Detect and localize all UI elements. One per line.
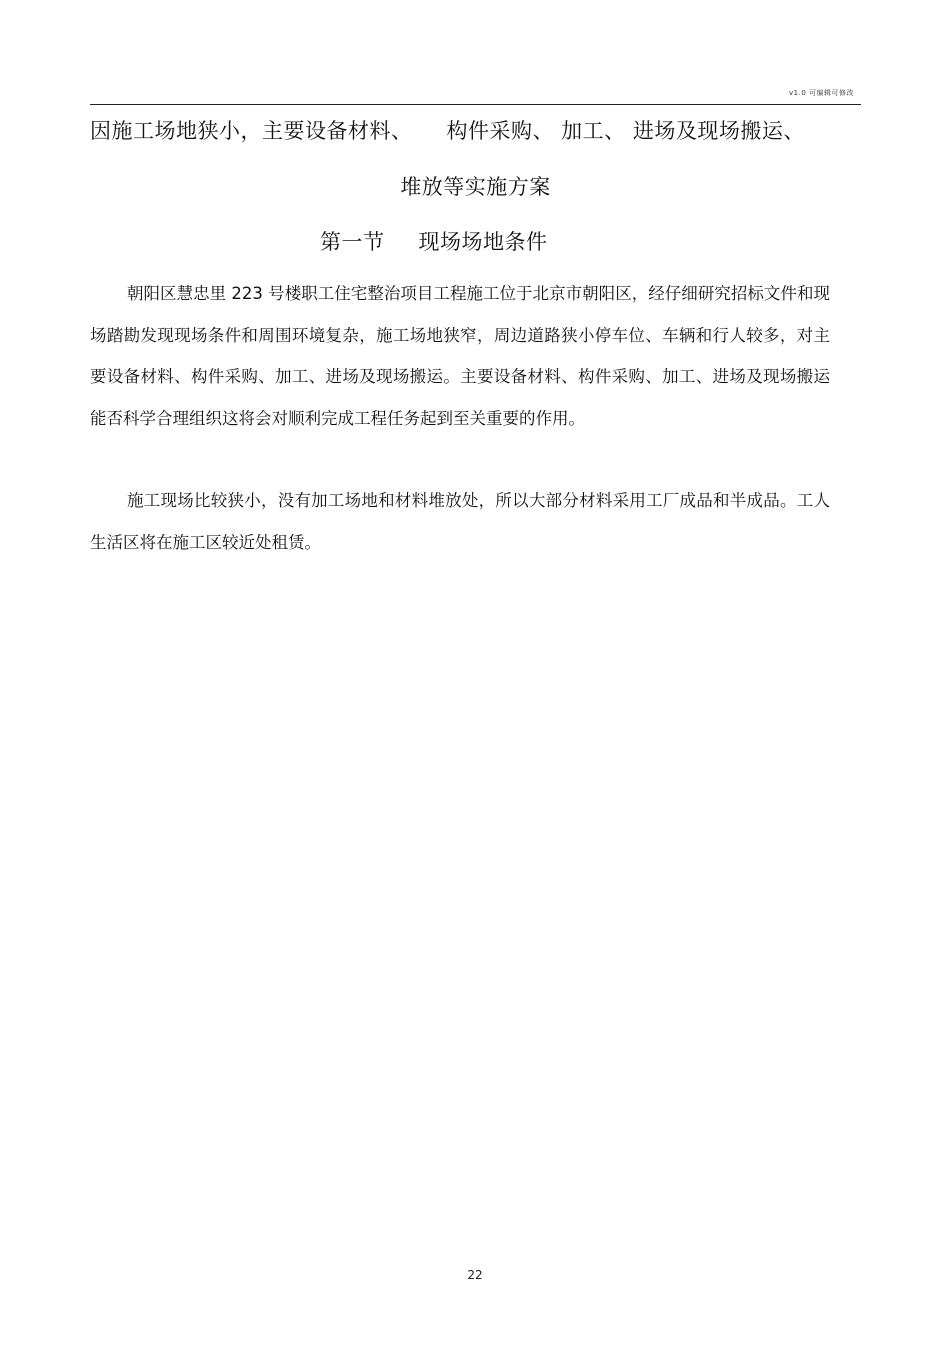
header-divider [90, 104, 861, 105]
header-version-label: v1.0 可编辑可修改 [789, 89, 854, 97]
document-title-line-1 [90, 114, 861, 148]
document-title-line-2: 堆放等实施方案 [400, 175, 551, 199]
section-name: 现场场地条件 [418, 230, 548, 254]
body-paragraph-1: 朝阳区慧忠里 223 号楼职工住宅整治项目工程施工位于北京市朝阳区，经仔细研究招标文件和现场踏勘发现现场条件和周围环境复杂，施工场地狭窄，周边道路狭小停车位、车辆和行人较多，对主要设备材料、构件采购、加工、进场及现场搬运。主要设备材料、构件采购、加工、进场及现场搬运能否科学合理组织这将会对顺利完成工程任务起到至关重要的作用。 [90, 284, 830, 428]
page-number: 22 [467, 1268, 483, 1282]
title-line-1-part-2: 构件采购、 加工、 进场及现场搬运、 [446, 119, 805, 143]
section-heading [320, 225, 548, 259]
body-paragraph-2: 施工现场比较狭小，没有加工场地和材料堆放处，所以大部分材料采用工厂成品和半成品。工人生活区将在施工区较近处租赁。 [90, 491, 830, 552]
title-line-1-part-1: 因施工场地狭小，主要设备材料、 [90, 119, 413, 143]
section-number: 第一节 [320, 230, 385, 254]
